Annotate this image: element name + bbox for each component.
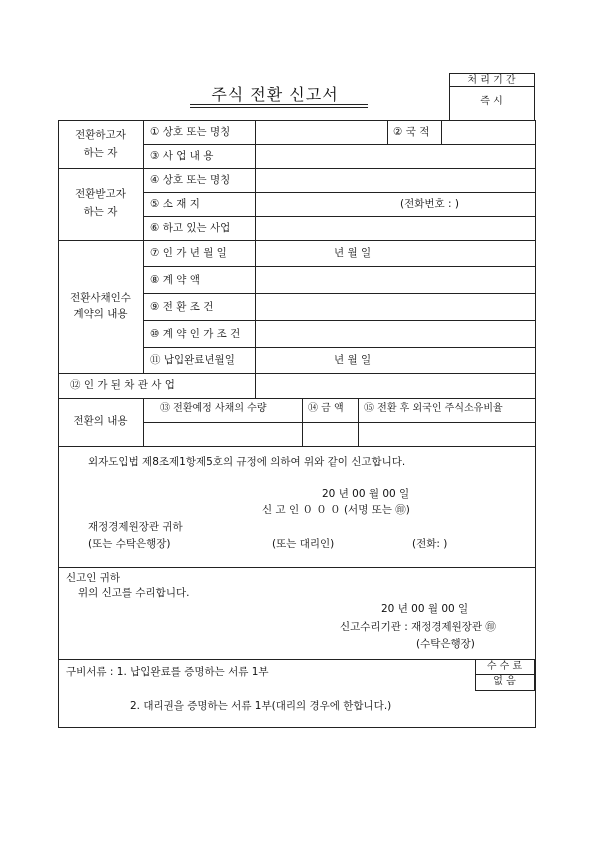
field-5-label: ⑤ 소 재 지: [150, 198, 200, 210]
attachment-2: 2. 대리권을 증명하는 서류 1부(대리의 경우에 한합니다.): [130, 700, 392, 712]
converter-label-1: 전환하고자: [75, 129, 126, 141]
acceptance-to: 신고인 귀하: [66, 572, 121, 584]
field-6-label: ⑥ 하고 있는 사업: [150, 222, 231, 234]
hline: [58, 398, 535, 399]
title-underline: [190, 104, 368, 105]
field-11-label: ⑪ 납입완료년월일: [150, 354, 235, 366]
contract-label-1: 전환사채인수: [70, 292, 131, 304]
form-title: 주식 전환 신고서: [211, 85, 339, 104]
declarant-phone: (전화: ): [412, 538, 448, 550]
vline-nationality: [387, 120, 388, 144]
hline: [143, 192, 535, 193]
vline-nationality-value: [441, 120, 442, 144]
field-14-label: ⑭ 금 액: [308, 403, 344, 414]
field-9-label: ⑨ 전 환 조 건: [150, 301, 214, 313]
fee-divider: [475, 674, 534, 675]
fee-value: 없 음: [493, 676, 516, 687]
attachment-1: 구비서류 : 1. 납입완료를 증명하는 서류 1부: [66, 666, 269, 678]
hline: [58, 168, 535, 169]
declaration-statement: 외자도입법 제8조제1항제5호의 규정에 의하여 위와 같이 신고합니다.: [88, 456, 406, 468]
declarant-line: 신 고 인 ０ ０ ０ (서명 또는 ㊞): [262, 504, 410, 516]
hline: [143, 293, 535, 294]
contract-label-2: 계약의 내용: [73, 308, 128, 320]
content-label: 전환의 내용: [73, 415, 128, 427]
recipient-label-2: 하는 자: [83, 206, 118, 218]
field-5-phone: (전화번호 : ): [400, 198, 459, 210]
hline: [58, 567, 535, 568]
agent: (또는 대리인): [272, 538, 335, 550]
fee-header: 수 수 료: [486, 661, 523, 672]
field-12-label: ⑫ 인 가 된 차 관 사 업: [70, 379, 175, 391]
hline: [58, 659, 535, 660]
hline: [58, 373, 535, 374]
hline: [143, 144, 535, 145]
processing-header: 처 리 기 간: [467, 75, 516, 86]
processing-value: 즉 시: [480, 96, 503, 107]
field-13-label: ⑬ 전환예정 사채의 수량: [160, 403, 267, 414]
acceptance-agency-alt: (수탁은행장): [416, 638, 475, 650]
processing-divider: [449, 86, 534, 87]
title-underline-2: [190, 107, 368, 108]
field-10-label: ⑩ 계 약 인 가 조 건: [150, 328, 241, 340]
acceptance-agency: 신고수리기관 : 재정경제원장관 ㊞: [340, 621, 496, 633]
field-7-label: ⑦ 인 가 년 월 일: [150, 247, 227, 259]
acceptance-statement: 위의 신고를 수리합니다.: [78, 587, 190, 599]
vline-fields: [255, 120, 256, 398]
vline-label: [143, 120, 144, 373]
field-2-label: ② 국 적: [393, 126, 430, 138]
field-11-date: 년 월 일: [334, 354, 372, 366]
hline: [143, 266, 535, 267]
field-7-date: 년 월 일: [334, 247, 372, 259]
vline-amount: [302, 398, 303, 446]
hline: [58, 240, 535, 241]
vline-content: [143, 398, 144, 446]
field-8-label: ⑧ 계 약 액: [150, 274, 200, 286]
field-3-label: ③ 사 업 내 용: [150, 150, 214, 162]
addressee-alt: (또는 수탁은행장): [88, 538, 171, 550]
field-15-label: ⑮ 전환 후 외국인 주식소유비율: [364, 403, 503, 414]
field-4-label: ④ 상호 또는 명칭: [150, 174, 231, 186]
declaration-date: 20 년 00 월 00 일: [322, 488, 410, 500]
vline-ratio: [358, 398, 359, 446]
hline: [143, 422, 535, 423]
hline: [143, 216, 535, 217]
field-1-label: ① 상호 또는 명칭: [150, 126, 231, 138]
converter-label-2: 하는 자: [83, 147, 118, 159]
hline: [143, 347, 535, 348]
recipient-label-1: 전환받고자: [75, 188, 126, 200]
hline: [58, 446, 535, 447]
acceptance-date: 20 년 00 월 00 일: [381, 603, 469, 615]
addressee: 재정경제원장관 귀하: [88, 521, 183, 533]
hline: [143, 320, 535, 321]
